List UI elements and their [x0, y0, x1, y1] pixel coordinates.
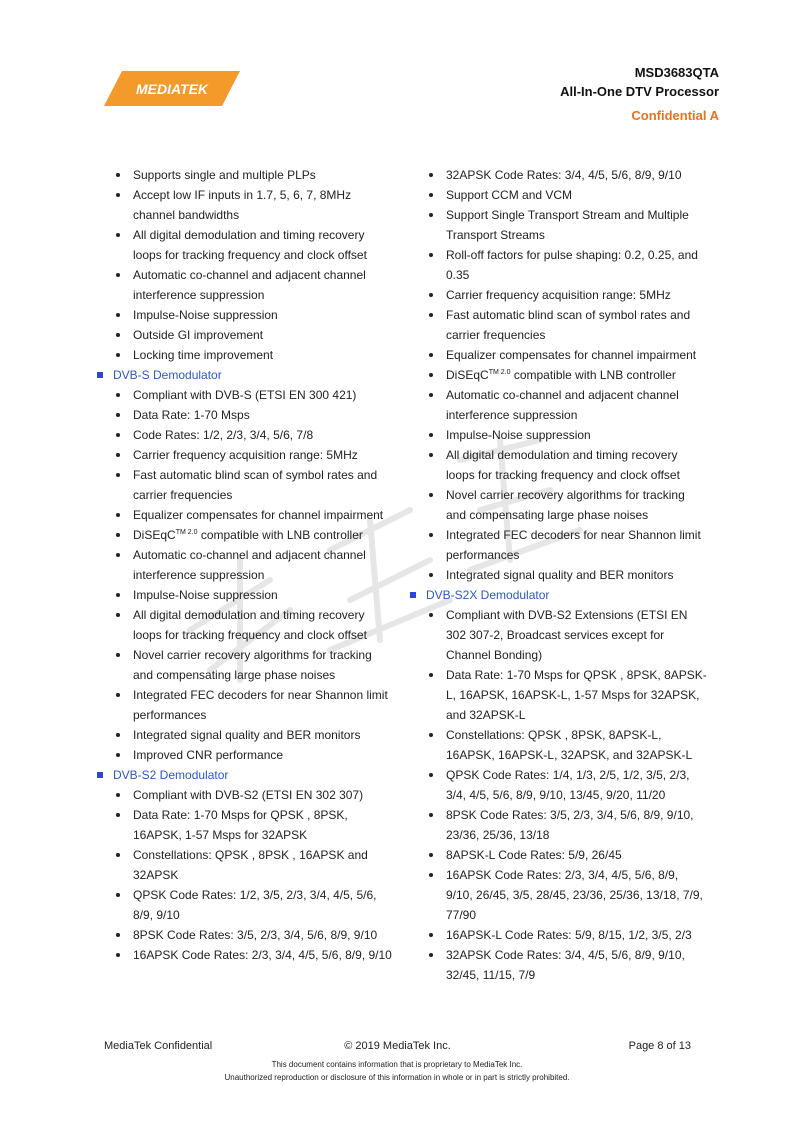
footer-note-proprietary: This document contains information that is proprietary to MediaTek Inc. [271, 1060, 523, 1069]
bullet-item: Integrated signal quality and BER monitors [95, 725, 395, 745]
right-column [408, 165, 708, 985]
bullet-item: Automatic co-channel and adjacent channel interference suppression [95, 545, 395, 585]
section-heading: DVB-S2 Demodulator [95, 765, 395, 785]
bullet-item: Impulse-Noise suppression [408, 425, 708, 445]
bullet-item: Equalizer compensates for channel impairment [408, 345, 708, 365]
bullet-item: Integrated signal quality and BER monitors [408, 565, 708, 585]
bullet-item: 16APSK Code Rates: 2/3, 3/4, 4/5, 5/6, 8/9, 9/10, 26/45, 3/5, 28/45, 23/36, 25/36, 13/18, 7/9, 77/90 [408, 865, 708, 925]
bullet-item: Impulse-Noise suppression [95, 585, 395, 605]
bullet-item: DiSEqC$^{TM 2.0}$ compatible with LNB controller [95, 525, 395, 545]
bullet-item: Equalizer compensates for channel impairment [95, 505, 395, 525]
bullet-item: Novel carrier recovery algorithms for tracking and compensating large phase noises [408, 485, 708, 525]
bullet-item: Supports single and multiple PLPs [95, 165, 395, 185]
bullet-item: Compliant with DVB-S2 (ETSI EN 302 307) [95, 785, 395, 805]
bullet-item: Accept low IF inputs in 1.7, 5, 6, 7, 8MHz channel bandwidths [95, 185, 395, 225]
bullet-item: Support Single Transport Stream and Multiple Transport Streams [408, 205, 708, 245]
bullet-item: Carrier frequency acquisition range: 5MHz [95, 445, 395, 465]
bullet-item: Integrated FEC decoders for near Shannon limit performances [408, 525, 708, 565]
bullet-item: Data Rate: 1-70 Msps for QPSK , 8PSK, 16APSK, 1-57 Msps for 32APSK [95, 805, 395, 845]
footer-page-number: Page 8 of 13 [628, 1040, 691, 1052]
bullet-item: DiSEqC$^{TM 2.0}$ compatible with LNB controller [408, 365, 708, 385]
product-subtitle: All-In-One DTV Processor [560, 84, 719, 99]
mediatek-logo [104, 71, 240, 106]
left-column [95, 165, 395, 965]
bullet-item: QPSK Code Rates: 1/2, 3/5, 2/3, 3/4, 4/5, 5/6, 8/9, 9/10 [95, 885, 395, 925]
confidential-label: Confidential A [631, 108, 719, 123]
bullet-item: Constellations: QPSK , 8PSK , 16APSK and 32APSK [95, 845, 395, 885]
bullet-item: Automatic co-channel and adjacent channel interference suppression [408, 385, 708, 425]
bullet-item: Compliant with DVB-S2 Extensions (ETSI EN 302 307-2, Broadcast services except for Channel Bonding) [408, 605, 708, 665]
logo-text: MEDIATEK [135, 81, 209, 97]
product-name: MSD3683QTA [634, 65, 719, 80]
bullet-item: Locking time improvement [95, 345, 395, 365]
bullet-item: All digital demodulation and timing recovery loops for tracking frequency and clock offset [95, 225, 395, 265]
bullet-item: 8PSK Code Rates: 3/5, 2/3, 3/4, 5/6, 8/9, 9/10, 23/36, 25/36, 13/18 [408, 805, 708, 845]
section-heading: DVB-S Demodulator [95, 365, 395, 385]
footer-notes [0, 1058, 794, 1084]
bullet-item: All digital demodulation and timing recovery loops for tracking frequency and clock offset [408, 445, 708, 485]
bullet-item: 32APSK Code Rates: 3/4, 4/5, 5/6, 8/9, 9/10 [408, 165, 708, 185]
bullet-item: Improved CNR performance [95, 745, 395, 765]
bullet-item: 32APSK Code Rates: 3/4, 4/5, 5/6, 8/9, 9/10, 32/45, 11/15, 7/9 [408, 945, 708, 985]
bullet-item: Novel carrier recovery algorithms for tracking and compensating large phase noises [95, 645, 395, 685]
footer [104, 1040, 691, 1056]
footer-copyright: © 2019 MediaTek Inc. [344, 1040, 451, 1052]
bullet-item: Data Rate: 1-70 Msps for QPSK , 8PSK, 8APSK-L, 16APSK, 16APSK-L, 1-57 Msps for 32APSK, and 32APSK-L [408, 665, 708, 725]
footer-left: MediaTek Confidential [104, 1040, 213, 1052]
bullet-item: QPSK Code Rates: 1/4, 1/3, 2/5, 1/2, 3/5, 2/3, 3/4, 4/5, 5/6, 8/9, 9/10, 13/45, 9/20, 11/20 [408, 765, 708, 805]
bullet-item: Integrated FEC decoders for near Shannon limit performances [95, 685, 395, 725]
bullet-item: 16APSK-L Code Rates: 5/9, 8/15, 1/2, 3/5, 2/3 [408, 925, 708, 945]
bullet-item: Fast automatic blind scan of symbol rates and carrier frequencies [95, 465, 395, 505]
bullet-item: Compliant with DVB-S (ETSI EN 300 421) [95, 385, 395, 405]
bullet-item: Support CCM and VCM [408, 185, 708, 205]
document-header [560, 64, 719, 126]
bullet-item: Fast automatic blind scan of symbol rates and carrier frequencies [408, 305, 708, 345]
bullet-item: 16APSK Code Rates: 2/3, 3/4, 4/5, 5/6, 8/9, 9/10 [95, 945, 395, 965]
bullet-item: Roll-off factors for pulse shaping: 0.2, 0.25, and 0.35 [408, 245, 708, 285]
bullet-item: Constellations: QPSK , 8PSK, 8APSK-L, 16APSK, 16APSK-L, 32APSK, and 32APSK-L [408, 725, 708, 765]
bullet-item: All digital demodulation and timing recovery loops for tracking frequency and clock offset [95, 605, 395, 645]
bullet-item: 8PSK Code Rates: 3/5, 2/3, 3/4, 5/6, 8/9, 9/10 [95, 925, 395, 945]
bullet-item: Code Rates: 1/2, 2/3, 3/4, 5/6, 7/8 [95, 425, 395, 445]
bullet-item: Carrier frequency acquisition range: 5MHz [408, 285, 708, 305]
bullet-item: Outside GI improvement [95, 325, 395, 345]
section-heading: DVB-S2X Demodulator [408, 585, 708, 605]
footer-note-reproduction: Unauthorized reproduction or disclosure of this information in whole or in part is strictly prohibited. [224, 1073, 570, 1082]
bullet-item: Data Rate: 1-70 Msps [95, 405, 395, 425]
bullet-item: Automatic co-channel and adjacent channel interference suppression [95, 265, 395, 305]
bullet-item: Impulse-Noise suppression [95, 305, 395, 325]
bullet-item: 8APSK-L Code Rates: 5/9, 26/45 [408, 845, 708, 865]
